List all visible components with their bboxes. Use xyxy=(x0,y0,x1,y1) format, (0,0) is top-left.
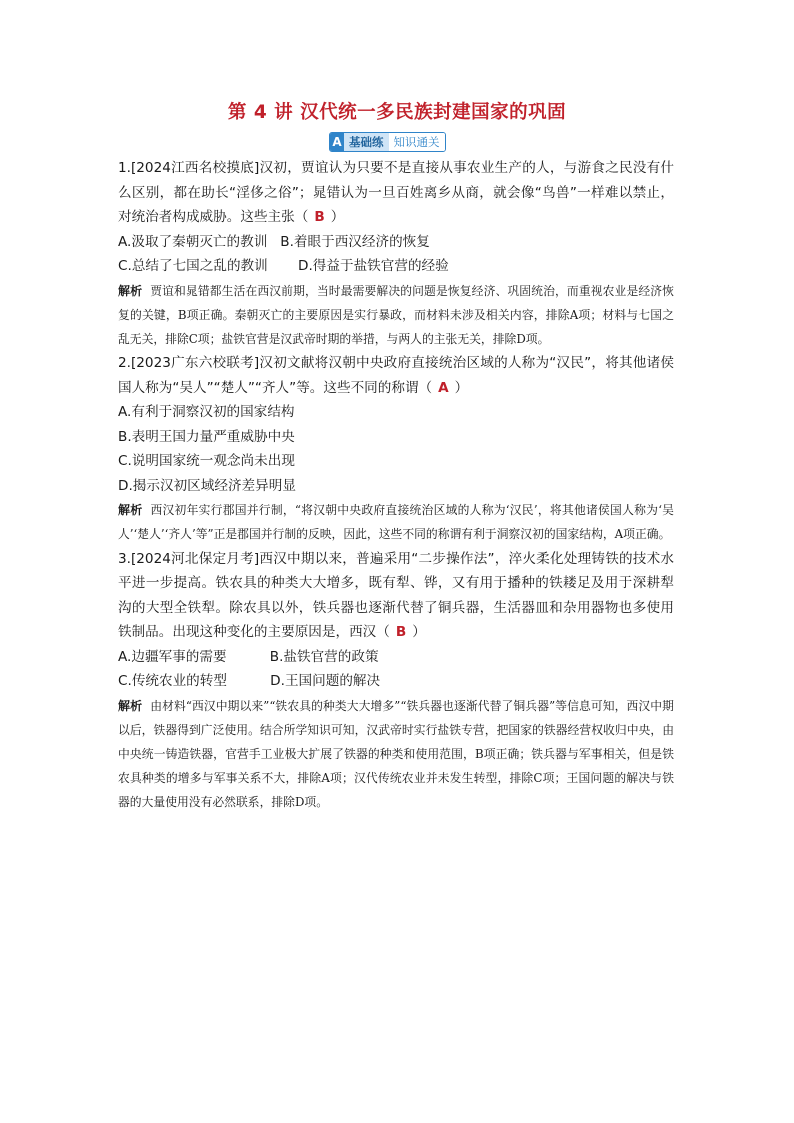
question-source: [2024河北保定月考] xyxy=(130,550,260,567)
option-row: C.传统农业的转型 D.王国问题的解决 xyxy=(118,673,381,690)
question-1 xyxy=(118,156,674,351)
option-row: C.说明国家统一观念尚未出现 xyxy=(118,453,295,470)
lesson-title: 第 4 讲 汉代统一多民族封建国家的巩固 xyxy=(227,102,567,123)
question-source: [2023广东六校联考] xyxy=(130,355,260,372)
badge-tag: 知识通关 xyxy=(389,133,445,151)
answer-mark: B xyxy=(314,209,325,225)
answer-mark: A xyxy=(438,379,449,396)
answer-mark: B xyxy=(395,624,407,641)
option-row: C.总结了七国之乱的教训 D.得益于盐铁官营的经验 xyxy=(118,258,449,274)
question-3 xyxy=(118,547,674,815)
option-row: B.表明王国力量严重威胁中央 xyxy=(118,428,295,445)
question-stem: 1.[2024江西名校摸底]汉初，贾谊认为只要不是直接从事农业生产的人，与游食之民没有什么区别，都在助长“淫侈之俗”；晁错认为一旦百姓离乡从商，就会像“鸟兽”一样难以禁止，对统治者构成威胁。这些主张（ B ） xyxy=(118,160,675,225)
explanation: 解析 西汉初年实行郡国并行制，“将汉朝中央政府直接统治区域的人称为‘汉民’，将其他诸侯国人称为‘吴人’‘楚人’‘齐人’等”正是郡国并行制的反映，因此，这些不同的称谓有利于洞察汉初的国家结构，A项正确。 xyxy=(118,503,674,542)
explanation-label: 解析 xyxy=(118,283,143,298)
explanation-label: 解析 xyxy=(118,503,143,518)
option-row: A.边疆军事的需要 B.盐铁官营的政策 xyxy=(118,648,379,665)
question-stem: 3.[2024河北保定月考]西汉中期以来，普遍采用“二步操作法”，淬火柔化处理铸铁的技术水平进一步提高。铁农具的种类大大增多，既有犁、铧，又有用于播种的铁耧足及用于深耕犁沟的大型全铁犁。除农具以外，铁兵器也逐渐代替了铜兵器，生活器皿和杂用器物也多使用铁制品。出现这种变化的主要原因是，西汉（ B ） xyxy=(118,550,674,641)
section-badge xyxy=(329,132,446,152)
option-row: A.有利于洞察汉初的国家结构 xyxy=(118,404,295,421)
question-source: [2024江西名校摸底] xyxy=(130,160,260,176)
explanation: 解析 贾谊和晁错都生活在西汉前期，当时最需要解决的问题是恢复经济、巩固统治，而重视农业是经济恢复的关键，B项正确。秦朝灭亡的主要原因是实行暴政，而材料未涉及相关内容，排除A项；材料与七国之乱无关，排除C项；盐铁官营是汉武帝时期的举措，与两人的主张无关，排除D项。 xyxy=(118,283,674,346)
option-row: A.汲取了秦朝灭亡的教训 B.着眼于西汉经济的恢复 xyxy=(118,233,430,250)
option-row: D.揭示汉初区域经济差异明显 xyxy=(118,477,296,494)
badge-letter: A xyxy=(330,133,344,151)
question-list xyxy=(118,156,674,815)
badge-level: 基础练 xyxy=(344,133,389,151)
question-2 xyxy=(118,351,674,546)
explanation: 解析 由材料“西汉中期以来”“铁农具的种类大大增多”“铁兵器也逐渐代替了铜兵器”等信息可知，西汉中期以后，铁器得到广泛使用。结合所学知识可知，汉武帝时实行盐铁专营，把国家的铁器经营权收归中央，由中央统一铸造铁器，官营手工业极大扩展了铁器的种类和使用范围，B项正确；铁兵器与军事相关，但是铁农具种类的增多与军事关系不大，排除A项；汉代传统农业并未发生转型，排除C项；王国问题的解决与铁器的大量使用没有必然联系，排除D项。 xyxy=(118,698,674,810)
explanation-label: 解析 xyxy=(118,698,143,713)
question-stem: 2.[2023广东六校联考]汉初文献将汉朝中央政府直接统治区域的人称为“汉民”，将其他诸侯国人称为“吴人”“楚人”“齐人”等。这些不同的称谓（ A ） xyxy=(118,355,674,396)
